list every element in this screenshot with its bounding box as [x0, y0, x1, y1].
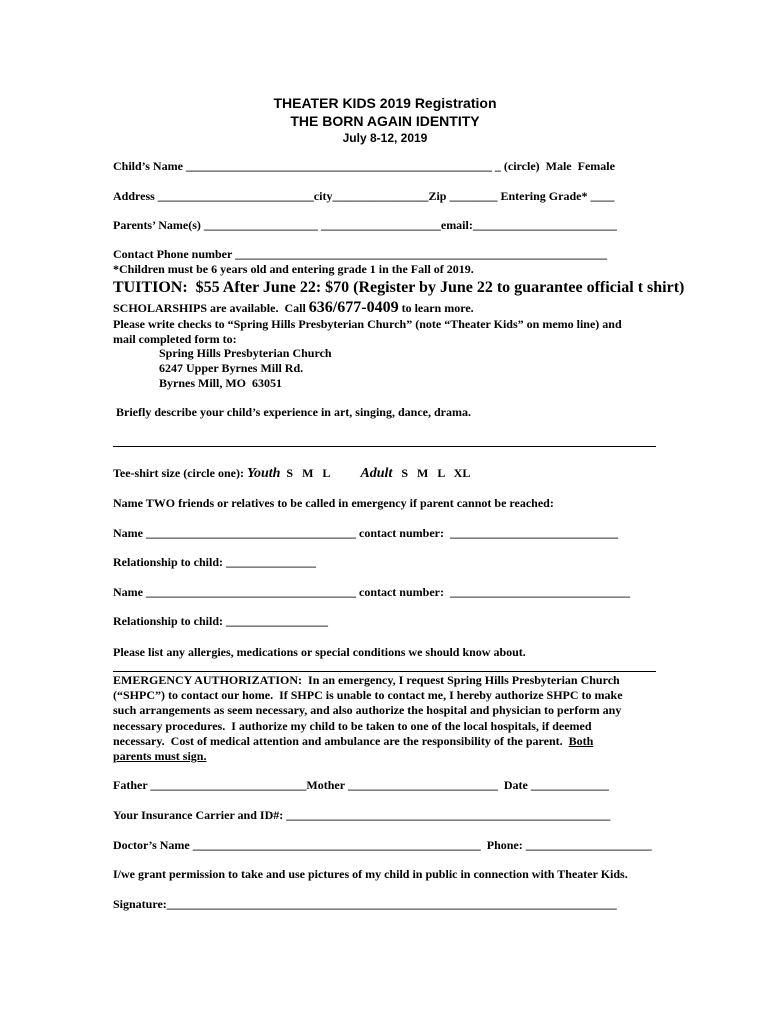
age-note: *Children must be 6 years old and entering grade 1 in the Fall of 2019. — [113, 262, 474, 276]
mail-address-line1: Spring Hills Presbyterian Church — [159, 346, 332, 360]
youth-label: Youth — [246, 466, 281, 481]
tshirt-size-line — [113, 466, 470, 482]
checks-instruction: Please write checks to “Spring Hills Presbyterian Church” (note “Theater Kids” on memo line) and — [113, 317, 622, 331]
authorization-line6: parents must sign. — [113, 749, 207, 763]
allergies-prompt: Please list any allergies, medications or special conditions we should know about. — [113, 645, 526, 659]
authorization-line4: necessary procedures. I authorize my child to be taken to one of the local hospitals, if deemed — [113, 719, 592, 733]
relationship1-field[interactable]: Relationship to child: _______________ — [113, 555, 317, 569]
form-subtitle: THE BORN AGAIN IDENTITY — [290, 113, 480, 129]
emergency-contact2-field[interactable]: Name ___________________________________ contact number: ______________________________ — [113, 585, 630, 599]
tuition-line: TUITION: $55 After June 22: $70 (Register by June 22 to guarantee official t shirt) — [113, 279, 685, 296]
signature-field[interactable]: Signature:___________________________________________________________________________ — [113, 897, 617, 911]
scholarships-phone: 636/677-0409 — [308, 299, 399, 316]
child-name-field[interactable]: Child’s Name ___________________________________________________ _ (circle) Male Female — [113, 159, 615, 173]
emergency-contacts-prompt: Name TWO friends or relatives to be called in emergency if parent cannot be reached: — [113, 496, 554, 510]
scholarships-text-end: to learn more. — [398, 301, 474, 315]
doctor-field[interactable]: Doctor’s Name ________________________________________________ Phone: _____________________ — [113, 838, 652, 852]
authorization-line3: such arrangements as seem necessary, and also authorize the hospital and physician to perform any — [113, 703, 622, 717]
authorization-line1: EMERGENCY AUTHORIZATION: In an emergency, I request Spring Hills Presbyterian Church — [113, 673, 620, 687]
checks-instruction-cont: mail completed form to: — [113, 332, 237, 346]
authorization-line5 — [113, 735, 593, 749]
adult-label: Adult — [360, 466, 393, 481]
form-dates: July 8-12, 2019 — [342, 131, 428, 145]
authorization-line2: (“SHPC”) to contact our home. If SHPC is unable to contact me, I hereby authorize SHPC to make — [113, 688, 623, 702]
authorization-line5-text: necessary. Cost of medical attention and ambulance are the responsibility of the parent. — [113, 734, 569, 748]
relationship2-field[interactable]: Relationship to child: _________________ — [113, 614, 329, 628]
experience-answer-line[interactable] — [113, 446, 656, 447]
address-field[interactable]: Address __________________________city________________Zip ________ Entering Grade* ____ — [113, 189, 615, 203]
scholarships-text: SCHOLARSHIPS are available. Call — [113, 301, 309, 315]
youth-sizes[interactable]: S M L — [280, 466, 331, 480]
form-title: THEATER KIDS 2019 Registration — [273, 95, 497, 111]
mail-address-line3: Byrnes Mill, MO 63051 — [159, 376, 282, 390]
mail-address-line2: 6247 Upper Byrnes Mill Rd. — [159, 361, 304, 375]
scholarships-line — [113, 299, 474, 317]
experience-prompt: Briefly describe your child’s experience in art, singing, dance, drama. — [113, 405, 471, 419]
contact-phone-field[interactable]: Contact Phone number ______________________________________________________________ — [113, 247, 608, 261]
photo-permission: I/we grant permission to take and use pictures of my child in public in connection with Theater Kids. — [113, 867, 628, 881]
adult-sizes[interactable]: S M L XL — [392, 466, 471, 480]
both-parents-emphasis: Both — [568, 734, 594, 748]
allergies-answer-line[interactable] — [113, 671, 656, 672]
parents-name-field[interactable]: Parents’ Name(s) ___________________ ____________________email:________________________ — [113, 218, 617, 232]
insurance-field[interactable]: Your Insurance Carrier and ID#: ______________________________________________________ — [113, 808, 611, 822]
emergency-contact1-field[interactable]: Name ___________________________________ contact number: ____________________________ — [113, 526, 618, 540]
tshirt-label: Tee-shirt size (circle one): — [113, 466, 247, 480]
parent-signatures-field[interactable]: Father __________________________Mother _________________________ Date _____________ — [113, 778, 609, 792]
